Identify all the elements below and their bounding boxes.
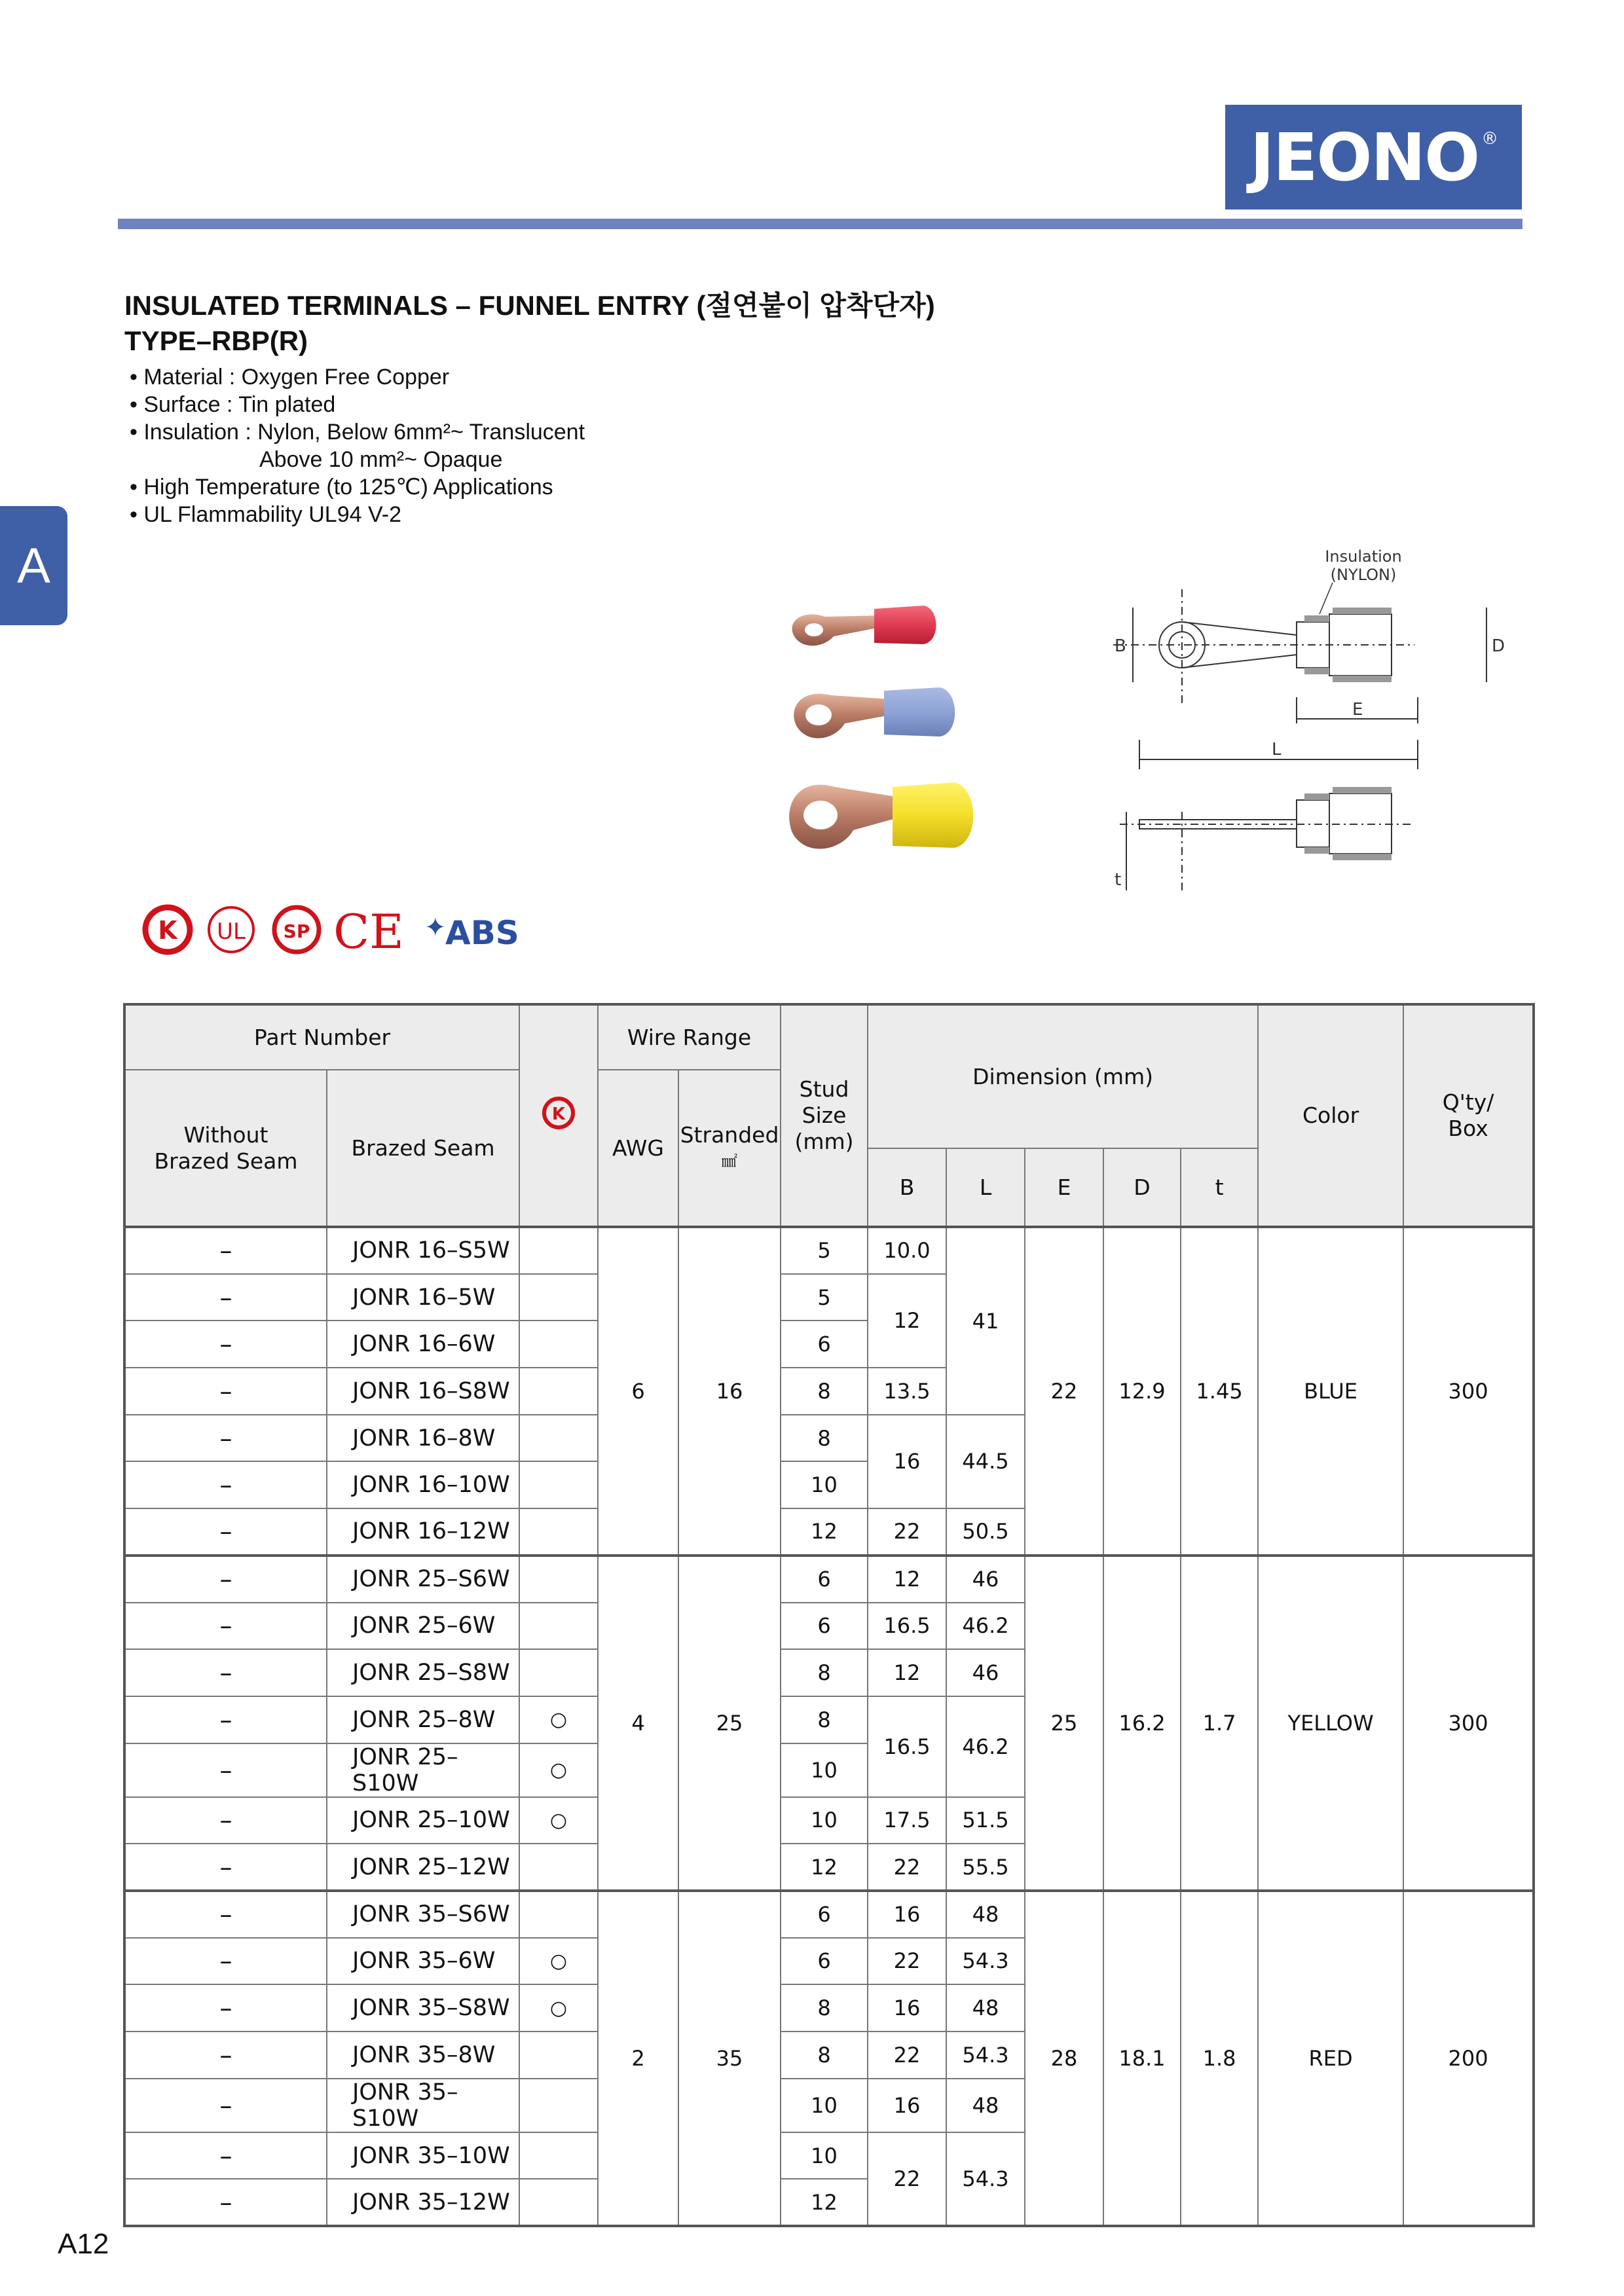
yellow-terminal-photo — [789, 782, 973, 849]
qty-cell: 300 — [1403, 1556, 1534, 1891]
svg-text:K: K — [551, 1104, 566, 1124]
table-row: – JONR 25–S10W ○ 10 — [124, 1743, 1534, 1797]
dim-e-cell: 22 — [1025, 1227, 1103, 1556]
color-cell: RED — [1258, 1891, 1403, 2226]
dim-d-cell: 18.1 — [1103, 1891, 1181, 2226]
dim-d-cell: 12.9 — [1103, 1227, 1181, 1556]
blue-terminal-photo — [794, 687, 955, 738]
spec-insulation-cont: Above 10 mm²~ Opaque — [259, 447, 503, 472]
header-ks-mark — [519, 1004, 598, 1227]
spec-temperature: • High Temperature (to 125℃) Applications — [130, 475, 553, 500]
ul-mark-icon — [209, 907, 253, 952]
spec-insulation: • Insulation : Nylon, Below 6mm²~ Translucent — [130, 420, 585, 445]
awg-cell: 4 — [598, 1556, 678, 1891]
dim-t-cell: 1.8 — [1181, 1891, 1258, 2226]
table-row: – JONR 25–12W 12 22 55.5 — [124, 1844, 1534, 1891]
header-dim-t: t — [1181, 1148, 1258, 1227]
color-cell: BLUE — [1258, 1227, 1403, 1556]
table-row: – JONR 16–6W 6 — [124, 1321, 1534, 1368]
spec-material: • Material : Oxygen Free Copper — [130, 365, 450, 390]
header-rule — [118, 219, 1522, 229]
brand-logo — [1225, 105, 1522, 210]
brand-name: JEONO — [1249, 118, 1479, 196]
svg-text:CE: CE — [333, 904, 404, 959]
table-row: – JONR 35–8W 8 22 54.3 — [124, 2032, 1534, 2079]
qty-cell: 300 — [1403, 1227, 1534, 1556]
awg-cell: 2 — [598, 1891, 678, 2226]
page-title — [124, 288, 935, 359]
dim-e-label: E — [1352, 700, 1363, 720]
table-row: – JONR 16–10W 10 — [124, 1461, 1534, 1508]
table-row: – JONR 25–8W ○ 8 16.5 46.2 — [124, 1696, 1534, 1743]
spec-flammability: • UL Flammability UL94 V-2 — [130, 502, 402, 527]
header-dim-d: D — [1103, 1148, 1181, 1227]
header-qty-box: Q'ty/ Box — [1403, 1004, 1534, 1227]
svg-text:✦: ✦ — [424, 913, 447, 943]
svg-text:SP: SP — [283, 920, 310, 942]
header-dim-e: E — [1025, 1148, 1103, 1227]
dim-t-cell: 1.45 — [1181, 1227, 1258, 1556]
insulation-material: (NYLON) — [1330, 566, 1397, 584]
dim-b-label: B — [1115, 636, 1126, 656]
dimension-drawing — [1061, 537, 1519, 903]
table-row: – JONR 25–10W ○ 10 17.5 51.5 — [124, 1797, 1534, 1844]
table-row: – JONR 25–S8W 8 12 46 — [124, 1649, 1534, 1696]
qty-cell: 200 — [1403, 1891, 1534, 2226]
stranded-cell: 35 — [678, 1891, 781, 2226]
header-color: Color — [1258, 1004, 1403, 1227]
dim-d-cell: 16.2 — [1103, 1556, 1181, 1891]
stranded-cell: 16 — [678, 1227, 781, 1556]
spec-list — [130, 363, 585, 528]
title-line-2: TYPE–RBP(R) — [124, 325, 308, 356]
dim-t-cell: 1.7 — [1181, 1556, 1258, 1891]
table-row: – JONR 16–12W 12 22 50.5 — [124, 1508, 1534, 1556]
page-number: A12 — [58, 2228, 109, 2260]
dim-l-label: L — [1272, 740, 1282, 759]
table-row: – JONR 25–S6W 4 25 6 12 46 25 16.2 1.7 YELLOW 300 — [124, 1556, 1534, 1603]
awg-cell: 6 — [598, 1227, 678, 1556]
ks-mark-icon — [539, 1093, 578, 1133]
header-dim-b: B — [868, 1148, 946, 1227]
header-without-brazed: Without Brazed Seam — [124, 1070, 327, 1227]
certification-logos — [136, 897, 549, 962]
csa-mark-icon — [274, 907, 319, 952]
ks-mark-icon — [145, 907, 190, 952]
table-row: – JONR 16–S5W 6 16 5 10.0 41 22 12.9 1.45 BLUE 300 — [124, 1227, 1534, 1274]
spec-surface: • Surface : Tin plated — [130, 392, 336, 417]
header-stranded: Stranded ㎟ — [678, 1070, 781, 1227]
registered-mark: ® — [1481, 129, 1498, 149]
table-row: – JONR 16–8W 8 16 44.5 — [124, 1415, 1534, 1462]
header-dimension: Dimension (mm) — [868, 1004, 1258, 1148]
table-row: – JONR 16–S8W 8 13.5 — [124, 1368, 1534, 1415]
red-terminal-photo — [792, 606, 936, 646]
header-brazed-seam: Brazed Seam — [327, 1070, 519, 1227]
dim-t-label: t — [1115, 870, 1122, 890]
table-row: – JONR 35–S8W ○ 8 16 48 — [124, 1984, 1534, 2032]
dim-d-label: D — [1492, 636, 1505, 656]
spec-table — [123, 1003, 1535, 2227]
header-part-number: Part Number — [124, 1004, 519, 1070]
stranded-cell: 25 — [678, 1556, 781, 1891]
ce-mark-icon — [333, 904, 404, 959]
dim-e-cell: 25 — [1025, 1556, 1103, 1891]
table-row: – JONR 35–10W 10 22 54.3 — [124, 2132, 1534, 2179]
dim-e-cell: 28 — [1025, 1891, 1103, 2226]
section-tab[interactable]: A — [0, 506, 67, 625]
table-row: – JONR 16–5W 5 12 — [124, 1274, 1534, 1321]
table-row: – JONR 35–12W 12 — [124, 2179, 1534, 2226]
header-awg: AWG — [598, 1070, 678, 1227]
header-dim-l: L — [946, 1148, 1025, 1227]
color-cell: YELLOW — [1258, 1556, 1403, 1891]
title-line-1: INSULATED TERMINALS – FUNNEL ENTRY (절연붙이 압착단자) — [124, 290, 935, 321]
table-row: – JONR 35–S6W 2 35 6 16 48 28 18.1 1.8 RED 200 — [124, 1891, 1534, 1938]
table-row: – JONR 25–6W 6 16.5 46.2 — [124, 1603, 1534, 1650]
insulation-label: Insulation — [1325, 547, 1402, 566]
svg-text:ABS: ABS — [445, 914, 519, 952]
svg-text:K: K — [158, 916, 177, 945]
svg-text:UL: UL — [217, 919, 246, 945]
header-stud-size: Stud Size (mm) — [781, 1004, 868, 1227]
table-row: – JONR 35–S10W 10 16 48 — [124, 2079, 1534, 2132]
product-photos — [783, 589, 1058, 897]
table-row: – JONR 35–6W ○ 6 22 54.3 — [124, 1938, 1534, 1985]
header-wire-range: Wire Range — [598, 1004, 781, 1070]
abs-mark-icon — [424, 913, 519, 952]
